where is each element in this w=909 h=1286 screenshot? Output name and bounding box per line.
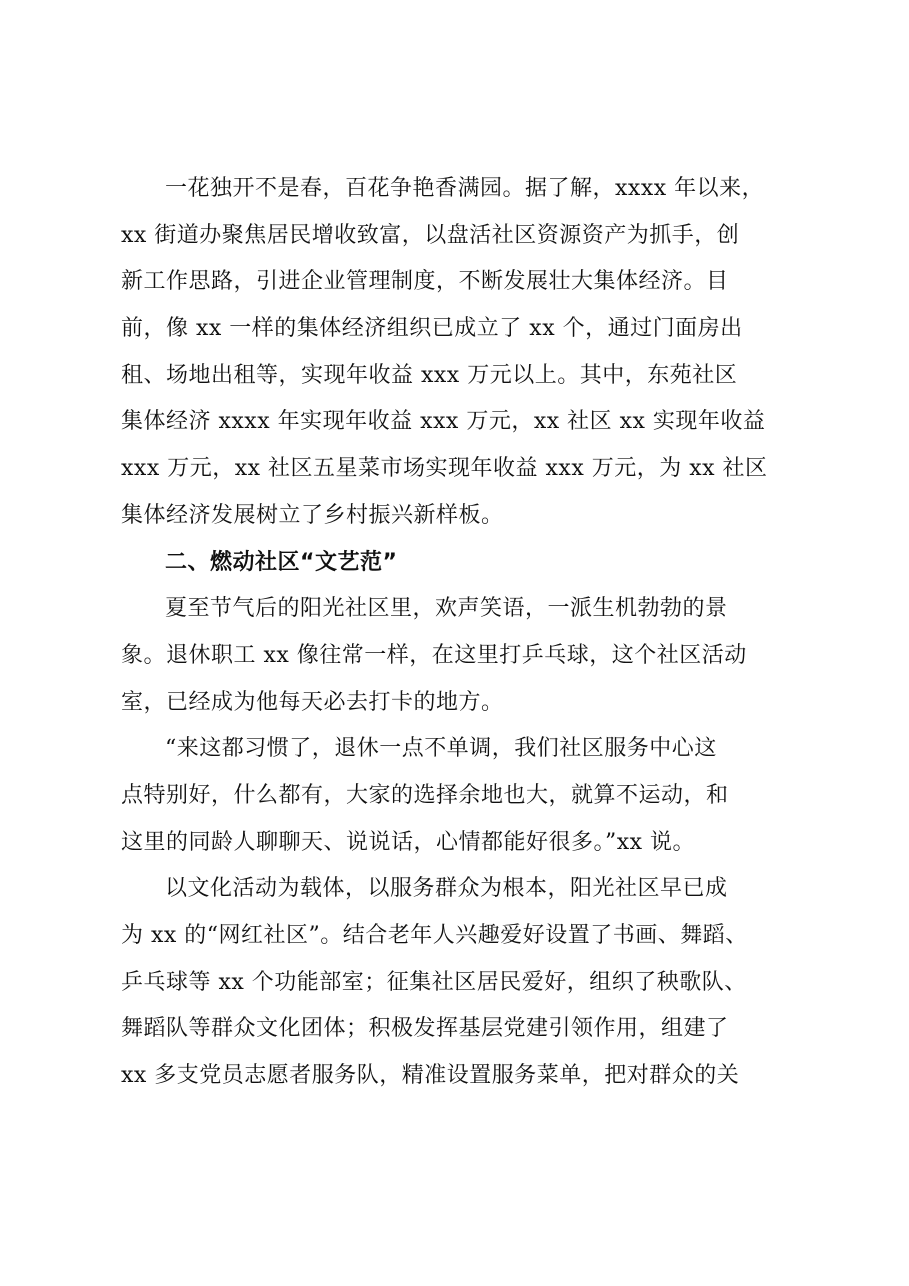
document-body — [121, 166, 811, 1100]
paragraph-line: 舞蹈队等群众文化团体；积极发挥基层党建引领作用，组建了 — [121, 1016, 729, 1042]
paragraph-line: 前，像 xx 一样的集体经济组织已成立了 xx 个，通过门面房出 — [121, 316, 743, 342]
paragraph-line: 集体经济 xxxx 年实现年收益 xxx 万元，xx 社区 xx 实现年收益 — [121, 409, 766, 435]
section-heading: 二、燃动社区“文艺范” — [165, 549, 398, 575]
paragraph-line: 一花独开不是春，百花争艳香满园。据了解，xxxx 年以来， — [165, 176, 765, 201]
paragraph-line: 室，已经成为他每天必去打卡的地方。 — [121, 689, 504, 715]
paragraph-line: 集体经济发展树立了乡村振兴新样板。 — [121, 502, 504, 528]
paragraph-line: xx 街道办聚焦居民增收致富，以盘活社区资源资产为抓手，创 — [121, 222, 740, 248]
paragraph-line: 这里的同龄人聊聊天、说说话，心情都能好很多。”xx 说。 — [121, 829, 696, 855]
paragraph-line: xxx 万元，xx 社区五星菜市场实现年收益 xxx 万元，为 xx 社区 — [121, 456, 768, 482]
paragraph-line: xx 多支党员志愿者服务队，精准设置服务菜单，把对群众的关 — [121, 1063, 740, 1089]
paragraph-line: 以文化活动为载体，以服务群众为根本，阳光社区早已成 — [165, 876, 728, 902]
paragraph-line: 点特别好，什么都有，大家的选择余地也大，就算不运动，和 — [121, 782, 729, 808]
paragraph-line: 租、场地出租等，实现年收益 xxx 万元以上。其中，东苑社区 — [121, 362, 738, 388]
paragraph-line: 为 xx 的“网红社区”。结合老年人兴趣爱好设置了书画、舞蹈、 — [121, 923, 748, 948]
paragraph-line: 新工作思路，引进企业管理制度，不断发展壮大集体经济。目 — [121, 269, 729, 295]
paragraph-line: 夏至节气后的阳光社区里，欢声笑语，一派生机勃勃的景 — [165, 596, 728, 622]
paragraph-line: 象。退休职工 xx 像往常一样，在这里打乒乓球，这个社区活动 — [121, 642, 747, 668]
paragraph-line: 乒乓球等 xx 个功能部室；征集社区居民爱好，组织了秧歌队、 — [121, 969, 747, 995]
paragraph-line: “来这都习惯了，退休一点不单调，我们社区服务中心这 — [165, 736, 717, 762]
